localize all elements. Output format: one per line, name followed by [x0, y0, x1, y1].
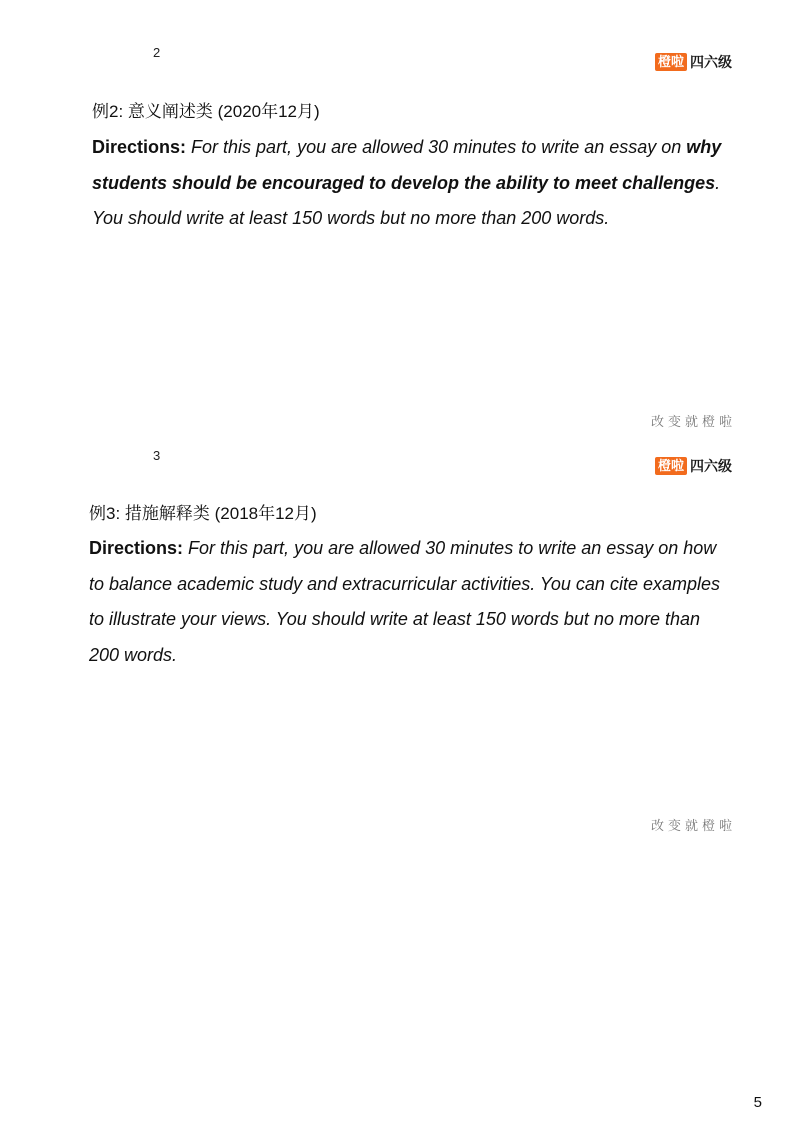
- brand-text: 四六级: [690, 54, 733, 70]
- page-number: 5: [753, 1094, 762, 1111]
- example-heading: 例2: 意义阐述类 (2020年12月): [92, 102, 320, 121]
- directions-label: Directions:: [89, 538, 184, 558]
- directions-paragraph: [89, 531, 729, 673]
- brand-text: 四六级: [690, 458, 733, 474]
- directions-paragraph: [92, 130, 732, 237]
- slogan: 改变就橙啦: [651, 818, 737, 833]
- brand-logo: [655, 53, 732, 71]
- brand-badge: 橙啦: [655, 457, 687, 475]
- slide-number: 2: [153, 45, 161, 60]
- slide-number: 3: [153, 448, 161, 463]
- slogan: 改变就橙啦: [651, 414, 737, 429]
- example-heading: 例3: 措施解释类 (2018年12月): [89, 504, 317, 523]
- directions-label: Directions:: [92, 137, 187, 157]
- directions-text-end: . You should write at least 150 words but no more than 200 words.: [92, 172, 721, 228]
- brand-badge: 橙啦: [655, 53, 687, 71]
- directions-text: For this part, you are allowed 30 minutes to write an essay on: [186, 137, 687, 157]
- brand-logo: [655, 457, 732, 475]
- directions-text: For this part, you are allowed 30 minutes to write an essay on how to balance academic study and extracurricular activities. You can cite examples to illustrate your views. You should write at least 150 words but no more than 200 words.: [89, 538, 720, 665]
- essay-topic: why students should be encouraged to develop the ability to meet challenges: [92, 137, 722, 193]
